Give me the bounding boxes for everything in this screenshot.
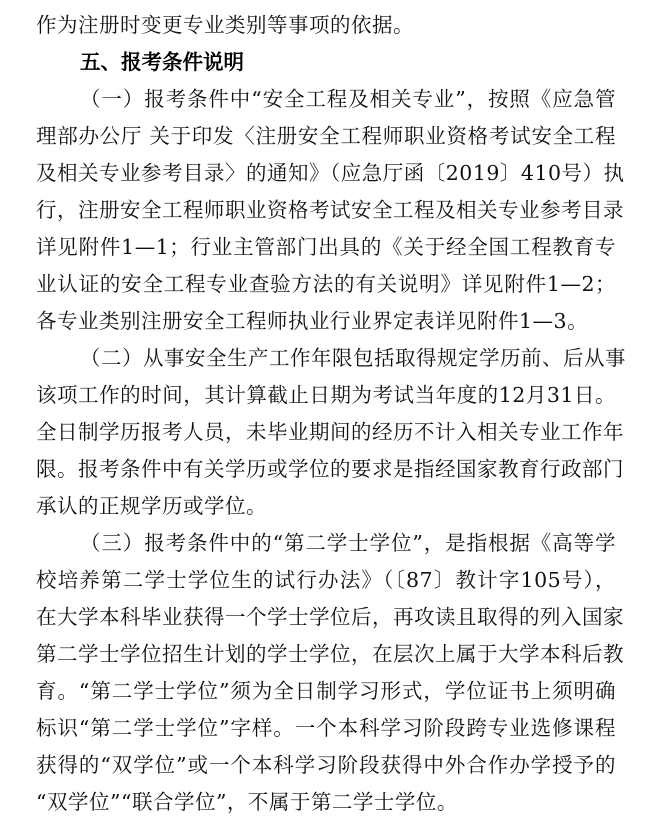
paragraph-line: 及相关专业参考目录〉的通知》（应急厅函〔2019〕410号）执 <box>36 161 625 185</box>
intro-tail-line: 作为注册时变更专业类别等事项的依据。 <box>36 13 414 37</box>
paragraph-line: （三）报考条件中的“第二学士学位”，是指根据《高等学 <box>80 531 616 555</box>
paragraph-line: 理部办公厅 关于印发〈注册安全工程师职业资格考试安全工程 <box>36 124 616 148</box>
paragraph-line: 获得的“双学位”或一个本科学习阶段获得中外合作办学授予的 <box>36 753 616 777</box>
section-heading: 五、报考条件说明 <box>80 50 244 74</box>
paragraph-line: 标识“第二学士学位”字样。一个本科学习阶段跨专业选修课程 <box>36 716 616 740</box>
paragraph-line: 该项工作的时间，其计算截止日期为考试当年度的12月31日。 <box>36 383 616 407</box>
paragraph-line: 在大学本科毕业获得一个学士学位后，再攻读且取得的列入国家 <box>36 605 624 629</box>
paragraph-line: 行，注册安全工程师职业资格考试安全工程及相关专业参考目录 <box>36 198 624 222</box>
paragraph-line: 限。报考条件中有关学历或学位的要求是指经国家教育行政部门 <box>36 457 624 481</box>
paragraph-line: “双学位”“联合学位”，不属于第二学士学位。 <box>36 790 458 814</box>
paragraph-line: 承认的正规学历或学位。 <box>36 494 267 518</box>
paragraph-line: 各专业类别注册安全工程师执业行业界定表详见附件1—3。 <box>36 309 589 333</box>
paragraph-line: 业认证的安全工程专业查验方法的有关说明》详见附件1—2； <box>36 272 616 296</box>
paragraph-line: （一）报考条件中“安全工程及相关专业”，按照《应急管 <box>80 87 616 111</box>
paragraph-line: 全日制学历报考人员，未毕业期间的经历不计入相关专业工作年 <box>36 420 624 444</box>
paragraph-line: 校培养第二学士学位生的试行办法》（〔87〕教计字105号）， <box>36 568 616 592</box>
paragraph-line: 第二学士学位招生计划的学士学位，在层次上属于大学本科后教 <box>36 642 624 666</box>
paragraph-line: （二）从事安全生产工作年限包括取得规定学历前、后从事 <box>80 346 626 370</box>
paragraph-line: 详见附件1—1；行业主管部门出具的《关于经全国工程教育专 <box>36 235 616 259</box>
paragraph-line: 育。“第二学士学位”须为全日制学习形式，学位证书上须明确 <box>36 679 616 703</box>
